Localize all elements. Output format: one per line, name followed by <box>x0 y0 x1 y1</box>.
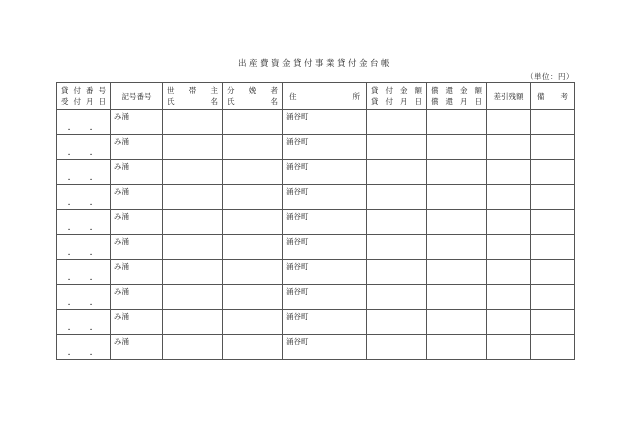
record-no-cell[interactable] <box>111 160 163 185</box>
balance-cell[interactable] <box>487 160 531 185</box>
remarks-cell[interactable] <box>531 285 575 310</box>
address-cell[interactable] <box>283 185 367 210</box>
mother-name-cell[interactable] <box>223 335 283 360</box>
remarks-cell[interactable] <box>531 235 575 260</box>
remarks-cell[interactable] <box>531 110 575 135</box>
loan-amount-cell[interactable] <box>367 185 427 210</box>
address-prefix: 涌谷町 <box>286 237 309 246</box>
record-no-cell[interactable] <box>111 235 163 260</box>
record-prefix: み涌 <box>114 212 129 221</box>
header-loan-no-receipt-date <box>57 83 111 110</box>
header-householder-shimei: 氏 名 <box>167 97 218 106</box>
record-no-cell[interactable] <box>111 185 163 210</box>
loan-no-date-cell[interactable] <box>57 110 111 135</box>
record-no-cell[interactable] <box>111 260 163 285</box>
householder-name-cell[interactable] <box>163 210 223 235</box>
mother-name-cell[interactable] <box>223 110 283 135</box>
address-prefix: 涌谷町 <box>286 162 309 171</box>
record-no-cell[interactable] <box>111 135 163 160</box>
loan-no-date-cell[interactable] <box>57 185 111 210</box>
address-cell[interactable] <box>283 210 367 235</box>
record-no-cell[interactable] <box>111 110 163 135</box>
address-prefix: 涌谷町 <box>286 187 309 196</box>
loan-no-date-cell[interactable] <box>57 285 111 310</box>
header-loan-date: 貸 付 月 日 <box>371 97 422 106</box>
loan-amount-cell[interactable] <box>367 260 427 285</box>
header-repay-amount-date <box>427 83 487 110</box>
loan-no-date-cell[interactable] <box>57 135 111 160</box>
record-prefix: み涌 <box>114 312 129 321</box>
address-prefix: 涌谷町 <box>286 112 309 121</box>
householder-name-cell[interactable] <box>163 335 223 360</box>
repay-amount-cell[interactable] <box>427 285 487 310</box>
document-title: 出産費資金貸付事業貸付金台帳 <box>237 59 392 69</box>
householder-name-cell[interactable] <box>163 260 223 285</box>
header-address: 住 所 <box>283 83 367 110</box>
balance-cell[interactable] <box>487 110 531 135</box>
repay-amount-cell[interactable] <box>427 160 487 185</box>
address-cell[interactable] <box>283 285 367 310</box>
loan-amount-cell[interactable] <box>367 210 427 235</box>
loan-amount-cell[interactable] <box>367 135 427 160</box>
date-separator: ． ． <box>67 172 100 183</box>
address-cell[interactable] <box>283 310 367 335</box>
header-mother-name <box>223 83 283 110</box>
balance-cell[interactable] <box>487 210 531 235</box>
ledger-table <box>56 82 575 360</box>
balance-cell[interactable] <box>487 135 531 160</box>
header-receipt-date: 受 付 月 日 <box>61 97 106 106</box>
header-loan-no: 貸 付 番 号 <box>61 86 106 95</box>
table-row <box>57 285 575 310</box>
record-prefix: み涌 <box>114 137 129 146</box>
header-repay-amount: 償 還 金 額 <box>431 86 482 95</box>
loan-amount-cell[interactable] <box>367 235 427 260</box>
remarks-cell[interactable] <box>531 260 575 285</box>
date-separator: ． ． <box>67 197 100 208</box>
mother-name-cell[interactable] <box>223 210 283 235</box>
header-balance: 差引残額 <box>487 83 531 110</box>
householder-name-cell[interactable] <box>163 185 223 210</box>
address-cell[interactable] <box>283 135 367 160</box>
address-prefix: 涌谷町 <box>286 337 309 346</box>
repay-amount-cell[interactable] <box>427 110 487 135</box>
table-row <box>57 135 575 160</box>
date-separator: ． ． <box>67 297 100 308</box>
householder-name-cell[interactable] <box>163 310 223 335</box>
householder-name-cell[interactable] <box>163 235 223 260</box>
header-record-no: 記号番号 <box>111 83 163 110</box>
mother-name-cell[interactable] <box>223 285 283 310</box>
householder-name-cell[interactable] <box>163 160 223 185</box>
loan-amount-cell[interactable] <box>367 335 427 360</box>
table-row <box>57 110 575 135</box>
balance-cell[interactable] <box>487 260 531 285</box>
header-householder-name <box>163 83 223 110</box>
mother-name-cell[interactable] <box>223 310 283 335</box>
address-cell[interactable] <box>283 160 367 185</box>
table-row <box>57 335 575 360</box>
remarks-cell[interactable] <box>531 210 575 235</box>
remarks-cell[interactable] <box>531 335 575 360</box>
loan-amount-cell[interactable] <box>367 285 427 310</box>
date-separator: ． ． <box>67 322 100 333</box>
table-row <box>57 160 575 185</box>
table-row <box>57 185 575 210</box>
remarks-cell[interactable] <box>531 160 575 185</box>
record-prefix: み涌 <box>114 262 129 271</box>
record-prefix: み涌 <box>114 337 129 346</box>
table-row <box>57 210 575 235</box>
record-prefix: み涌 <box>114 287 129 296</box>
record-no-cell[interactable] <box>111 285 163 310</box>
loan-no-date-cell[interactable] <box>57 160 111 185</box>
mother-name-cell[interactable] <box>223 185 283 210</box>
header-loan-amount: 貸 付 金 額 <box>371 86 422 95</box>
repay-amount-cell[interactable] <box>427 185 487 210</box>
repay-amount-cell[interactable] <box>427 210 487 235</box>
loan-no-date-cell[interactable] <box>57 335 111 360</box>
header-repay-date: 償 還 月 日 <box>431 97 482 106</box>
balance-cell[interactable] <box>487 235 531 260</box>
balance-cell[interactable] <box>487 310 531 335</box>
repay-amount-cell[interactable] <box>427 135 487 160</box>
table-row <box>57 310 575 335</box>
address-prefix: 涌谷町 <box>286 137 309 146</box>
address-prefix: 涌谷町 <box>286 262 309 271</box>
mother-name-cell[interactable] <box>223 160 283 185</box>
repay-amount-cell[interactable] <box>427 310 487 335</box>
record-prefix: み涌 <box>114 237 129 246</box>
address-cell[interactable] <box>283 260 367 285</box>
address-prefix: 涌谷町 <box>286 287 309 296</box>
householder-name-cell[interactable] <box>163 110 223 135</box>
address-prefix: 涌谷町 <box>286 312 309 321</box>
header-remarks: 備 考 <box>531 83 575 110</box>
date-separator: ． ． <box>67 347 100 358</box>
mother-name-cell[interactable] <box>223 235 283 260</box>
record-no-cell[interactable] <box>111 335 163 360</box>
mother-name-cell[interactable] <box>223 260 283 285</box>
header-loan-amount-date <box>367 83 427 110</box>
loan-amount-cell[interactable] <box>367 160 427 185</box>
record-prefix: み涌 <box>114 187 129 196</box>
repay-amount-cell[interactable] <box>427 260 487 285</box>
repay-amount-cell[interactable] <box>427 335 487 360</box>
record-prefix: み涌 <box>114 112 129 121</box>
loan-amount-cell[interactable] <box>367 310 427 335</box>
address-prefix: 涌谷町 <box>286 212 309 221</box>
address-cell[interactable] <box>283 235 367 260</box>
loan-no-date-cell[interactable] <box>57 210 111 235</box>
date-separator: ． ． <box>67 122 100 133</box>
balance-cell[interactable] <box>487 335 531 360</box>
remarks-cell[interactable] <box>531 135 575 160</box>
loan-no-date-cell[interactable] <box>57 235 111 260</box>
loan-no-date-cell[interactable] <box>57 260 111 285</box>
unit-label: （単位：円） <box>526 72 574 81</box>
mother-name-cell[interactable] <box>223 135 283 160</box>
header-mother: 分 娩 者 <box>227 86 278 95</box>
address-cell[interactable] <box>283 335 367 360</box>
remarks-cell[interactable] <box>531 185 575 210</box>
header-mother-shimei: 氏 名 <box>227 97 278 106</box>
date-separator: ． ． <box>67 147 100 158</box>
header-row <box>57 83 575 110</box>
date-separator: ． ． <box>67 222 100 233</box>
balance-cell[interactable] <box>487 285 531 310</box>
record-no-cell[interactable] <box>111 310 163 335</box>
header-householder: 世 帯 主 <box>167 86 218 95</box>
repay-amount-cell[interactable] <box>427 235 487 260</box>
address-cell[interactable] <box>283 110 367 135</box>
loan-no-date-cell[interactable] <box>57 310 111 335</box>
remarks-cell[interactable] <box>531 310 575 335</box>
record-no-cell[interactable] <box>111 210 163 235</box>
record-prefix: み涌 <box>114 162 129 171</box>
loan-amount-cell[interactable] <box>367 110 427 135</box>
householder-name-cell[interactable] <box>163 135 223 160</box>
date-separator: ． ． <box>67 247 100 258</box>
householder-name-cell[interactable] <box>163 285 223 310</box>
date-separator: ． ． <box>67 272 100 283</box>
table-row <box>57 235 575 260</box>
table-row <box>57 260 575 285</box>
balance-cell[interactable] <box>487 185 531 210</box>
